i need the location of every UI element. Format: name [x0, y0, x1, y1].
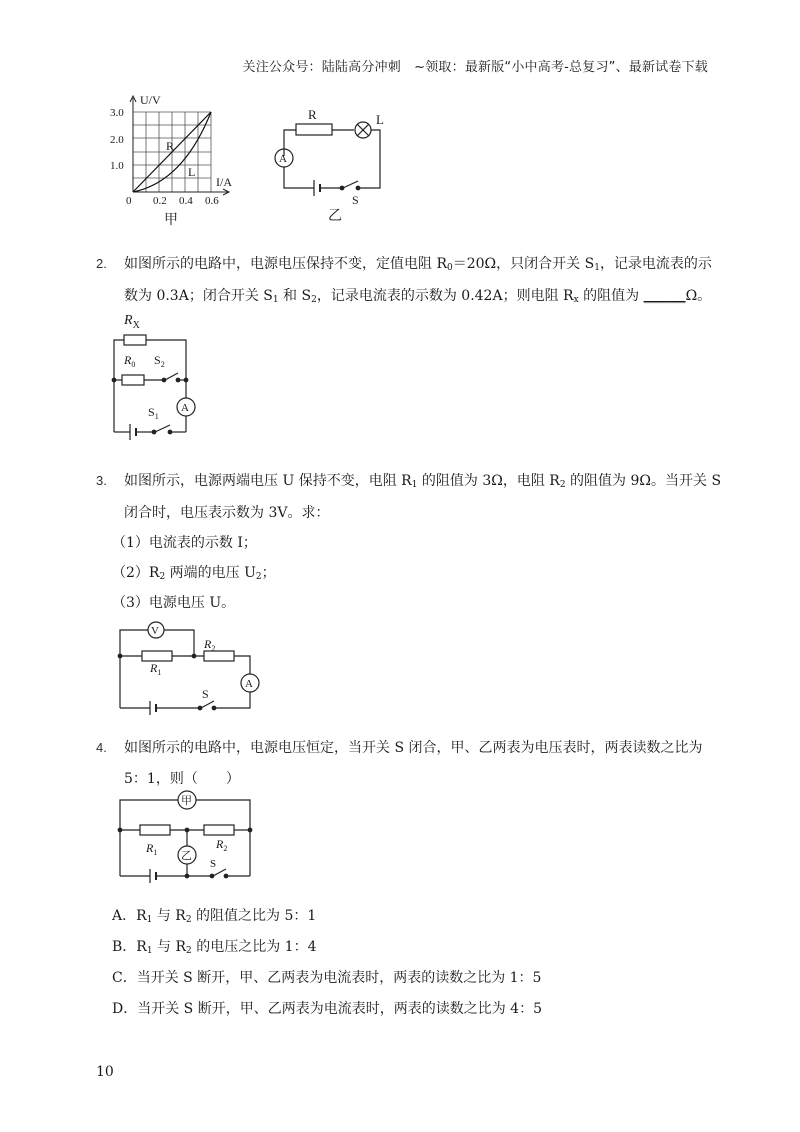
- ammeter-label: A: [279, 153, 287, 165]
- curve-label-r: R: [166, 139, 175, 153]
- q2-line-1: 如图所示的电路中，电源电压保持不变，定值电阻 $R_0=20\Omega$，只闭合开关 $S_1$，记录电流表的示: [124, 256, 712, 273]
- x-tick: 0.4: [179, 195, 193, 207]
- resistor-rx: [124, 335, 146, 345]
- answer-blank: ______: [643, 288, 686, 304]
- q4-switch-label: S: [210, 858, 217, 870]
- x-tick: 0.6: [205, 195, 219, 207]
- curve-label-l: L: [188, 165, 196, 179]
- voltmeter-label: V: [151, 625, 159, 637]
- q4-line-1: 如图所示的电路中，电源电压恒定，当开关 S 闭合，甲、乙两表为电压表时，两表读数之比为: [124, 740, 703, 756]
- page-header: 关注公众号：陆陆高分冲刺 ~领取：最新版“小中高考-总复习”、最新试卷下载: [242, 60, 708, 75]
- q3-sub-3: （3）电源电压 U。: [112, 595, 236, 611]
- question-number: 4.: [96, 740, 107, 755]
- q3-line-1: 如图所示，电源两端电压 U 保持不变，电阻 $R_1$ 的阻值为 3Ω，电阻 $R_2$ 的阻值为 9Ω。当开关 S: [124, 473, 722, 490]
- resistor-label: R: [308, 107, 317, 122]
- x-tick: 0: [126, 195, 132, 207]
- resistor-r0: [122, 375, 144, 385]
- figure-circuit-yi: [268, 100, 398, 230]
- q2-ammeter-label: A: [181, 402, 189, 414]
- label-r2: $R_2$: [204, 637, 216, 653]
- q2-line-2: 数为 0.3A；闭合开关 $S_1$ 和 $S_2$，记录电流表的示数为 0.42A；则电阻 $R_x$ 的阻值为 ______Ω。: [124, 288, 712, 305]
- label-rx: $R_X$: [124, 313, 140, 331]
- option-a[interactable]: A．$R_1$ 与 $R_2$ 的阻值之比为 5：1: [112, 908, 317, 925]
- label-r0: $R_0$: [124, 353, 136, 369]
- switch-blade: [343, 181, 358, 188]
- q3-sub-2: $(2)R_2$ 两端的电压 $U_2$；: [112, 565, 276, 582]
- label-s1: $S_1$: [148, 405, 159, 421]
- resistor-r1: [142, 651, 172, 661]
- label-r1: $R_1$: [150, 661, 162, 677]
- label-r1: $R_1$: [146, 841, 158, 857]
- q4-circuit: [112, 790, 262, 890]
- q3-sub-1: （1）电流表的示数 I；: [112, 535, 257, 551]
- switch-label: S: [352, 193, 359, 207]
- label-r2: $R_2$: [216, 837, 228, 853]
- meter-yi-label: 乙: [181, 850, 192, 862]
- q2-circuit: [108, 306, 218, 444]
- option-c[interactable]: C．当开关 S 断开，甲、乙两表为电流表时，两表的读数之比为 1：5: [112, 970, 542, 986]
- y-tick: 1.0: [110, 160, 124, 172]
- question-number: 2.: [96, 256, 107, 271]
- y-tick: 2.0: [110, 134, 124, 146]
- figure-caption-jia: 甲: [164, 213, 178, 228]
- resistor-r1: [140, 825, 170, 835]
- q3-switch-label: S: [202, 687, 209, 701]
- y-axis-label: U/V: [140, 93, 161, 107]
- x-tick: 0.2: [153, 195, 167, 207]
- switch-s1-blade: [155, 425, 170, 432]
- page-number: 10: [96, 1064, 114, 1080]
- option-d[interactable]: D．当开关 S 断开，甲、乙两表为电流表时，两表的读数之比为 4：5: [112, 1001, 542, 1017]
- label-s2: $S_2$: [154, 353, 165, 369]
- q4-line-2: 5：1，则（ ）: [124, 771, 240, 787]
- y-tick: 3.0: [110, 107, 124, 119]
- question-number: 3.: [96, 473, 107, 488]
- q3-line-2: 闭合时，电压表示数为 3V。求：: [124, 505, 330, 521]
- resistor-r2: [204, 651, 234, 661]
- q3-ammeter-label: A: [245, 678, 253, 690]
- figure-ui-graph: [108, 92, 258, 230]
- option-b[interactable]: B．$R_1$ 与 $R_2$ 的电压之比为 1：4: [112, 939, 317, 956]
- resistor-r2: [204, 825, 234, 835]
- meter-jia-label: 甲: [181, 795, 192, 807]
- q3-circuit: [112, 616, 272, 720]
- resistor-r: [296, 124, 332, 135]
- x-axis-label: I/A: [216, 175, 232, 189]
- figure-caption-yi: 乙: [328, 209, 342, 224]
- lamp-label: L: [376, 112, 384, 127]
